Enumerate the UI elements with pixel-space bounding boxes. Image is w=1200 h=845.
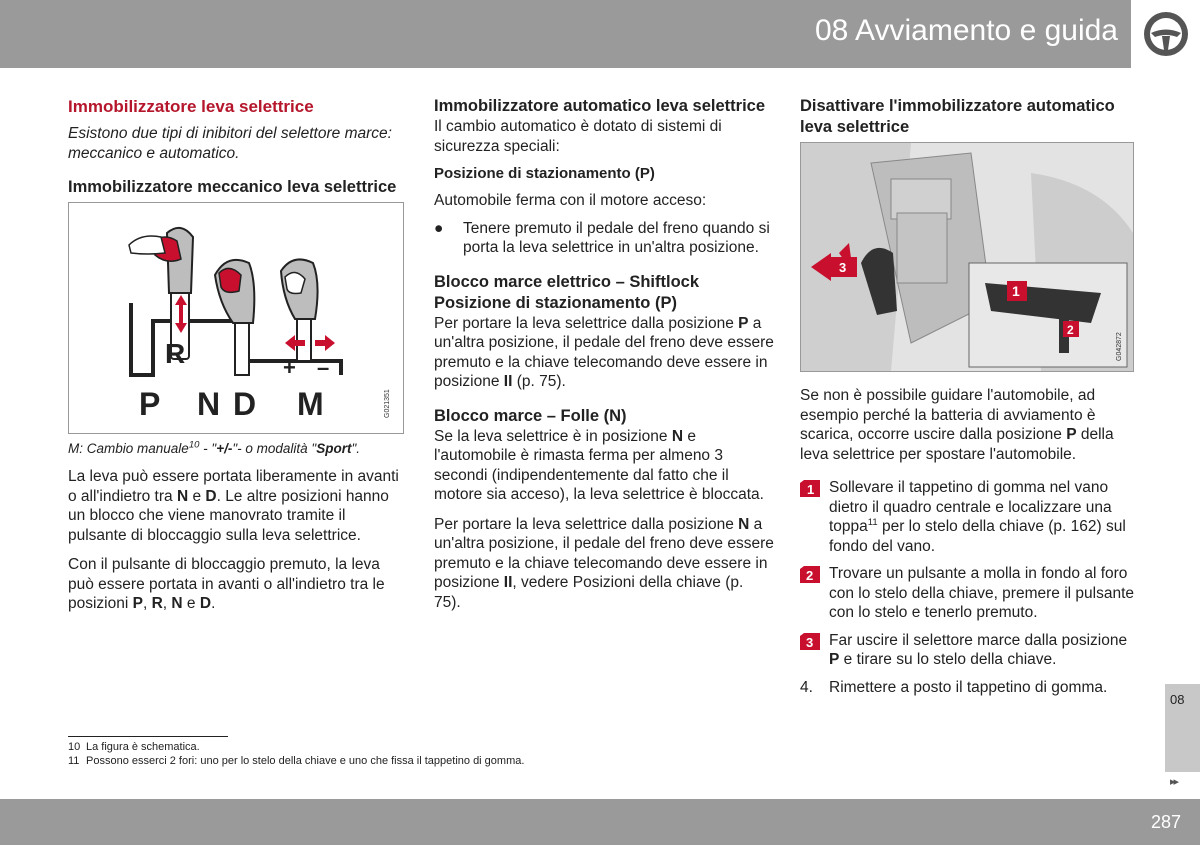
figure-step-2: 2 — [1067, 323, 1074, 337]
svg-text:1: 1 — [807, 482, 815, 497]
auto-lock-title: Immobilizzatore automatico leva selettrice — [434, 97, 766, 115]
paragraph: Il cambio automatico è dotato di sistemi di sicurezza speciali: — [434, 118, 722, 155]
gate-letter-p: P — [139, 386, 161, 422]
gear-gate-figure — [68, 202, 404, 434]
gate-letter-m: M — [297, 386, 324, 422]
paragraph: Automobile ferma con il motore acceso: — [434, 192, 707, 209]
gate-minus: – — [317, 355, 330, 380]
paragraph: Con il pulsante di bloccaggio premuto, la leva può essere portata in avanti o all'indietro tra le posizioni P, R, N e D. — [68, 556, 385, 612]
right-column — [800, 96, 1134, 705]
gate-letter-r: R — [165, 338, 186, 369]
footnote: 10 La figura è schematica. — [68, 741, 200, 753]
figure-step-3: 3 — [839, 260, 847, 275]
middle-column — [434, 96, 774, 612]
disable-lock-title: Disattivare l'immobilizzatore automatico leva selettrice — [800, 97, 1115, 136]
section-title: Immobilizzatore leva selettrice — [68, 97, 314, 116]
continue-icon: ▸▸ — [1170, 776, 1178, 788]
step-1: 1 Sollevare il tappetino di gomma nel vano dietro il quadro centrale e localizzare una toppa$^{11}$ per lo stelo della chiave (p. 162) sul fondo del vano. — [800, 478, 1134, 556]
svg-text:2: 2 — [806, 568, 814, 583]
paragraph: Per portare la leva selettrice dalla posizione N a un'altra posizione, il pedale del freno deve essere premuto e la chiave telecomando deve essere in posizione II, vedere Posizioni della chiave (p. 75). — [434, 515, 774, 611]
paragraph: Se la leva selettrice è in posizione N e l'automobile è rimasta ferma per almeno 3 secondi (indipendentemente dal fatto che il motore sia acceso), la leva selettrice è bloccata. — [434, 427, 764, 503]
steering-wheel-icon-box — [1131, 0, 1200, 68]
figure-step-1: 1 — [1012, 283, 1020, 299]
chapter-title: 08 Avviamento e guida — [814, 14, 1118, 47]
intro-text: Esistono due tipi di inibitori del selettore marce: meccanico e automatico. — [68, 125, 392, 162]
gate-letter-d: D — [233, 386, 257, 422]
step-3: 3 Far uscire il selettore marce dalla posizione P e tirare su lo stelo della chiave. — [800, 631, 1134, 670]
svg-text:3: 3 — [806, 634, 814, 650]
page-number: 287 — [1150, 812, 1181, 832]
paragraph: Se non è possibile guidare l'automobile, ad esempio perché la batteria di avviamento è scarica, occorre uscire dalla posizione P della leva selettrice per spostare l'automobile. — [800, 387, 1114, 463]
step-number-icon — [800, 566, 820, 583]
gate-plus: + — [283, 355, 296, 380]
park-position-subtitle: Posizione di stazionamento (P) — [434, 165, 655, 182]
shiftlock-title: Blocco marce elettrico – Shiftlock Posizione di stazionamento (P) — [434, 272, 700, 312]
footnote: 11 Possono esserci 2 fori: uno per lo stelo della chiave e uno che fissa il tappetino di gomma. — [68, 755, 525, 767]
left-column — [68, 96, 408, 614]
bullet-icon: ● — [434, 219, 444, 237]
step-4: 4. Rimettere a posto il tappetino di gomma. — [800, 678, 1108, 696]
paragraph: La leva può essere portata liberamente in avanti o all'indietro tra N e D. Le altre posizioni hanno un blocco che viene manovrato tramite il pulsante di bloccaggio sulla leva selettrice. — [68, 468, 399, 544]
step-number-icon — [800, 633, 820, 650]
steering-wheel-icon — [1131, 0, 1200, 68]
paragraph: Per portare la leva selettrice dalla posizione P a un'altra posizione, il pedale del freno deve essere premuto e la chiave telecomando deve essere in posizione II (p. 75). — [434, 314, 774, 390]
step-2: 2 Trovare un pulsante a molla in fondo al foro con lo stelo della chiave, premere il pulsante con lo stelo e tenerlo premuto. — [800, 564, 1134, 623]
mechanical-lock-title: Immobilizzatore meccanico leva selettrice — [68, 178, 397, 196]
footnote-rule — [68, 736, 228, 737]
chapter-tab-label: 08 — [1170, 692, 1185, 707]
figure-code: G042872 — [1116, 332, 1123, 361]
footer-bar — [0, 799, 1200, 845]
step-number-icon — [800, 480, 820, 497]
gate-letter-n: N — [197, 386, 221, 422]
neutral-lock-title: Blocco marce – Folle (N) — [434, 406, 627, 425]
bullet-item: ● Tenere premuto il pedale del freno quando si porta la leva selettrice in un'altra posizione. — [434, 219, 770, 256]
console-figure — [800, 142, 1134, 372]
figure-caption: M: Cambio manuale$^{10}$ - "+/-"- o modalità "Sport". — [68, 439, 360, 456]
figure-code: G021351 — [384, 389, 391, 418]
